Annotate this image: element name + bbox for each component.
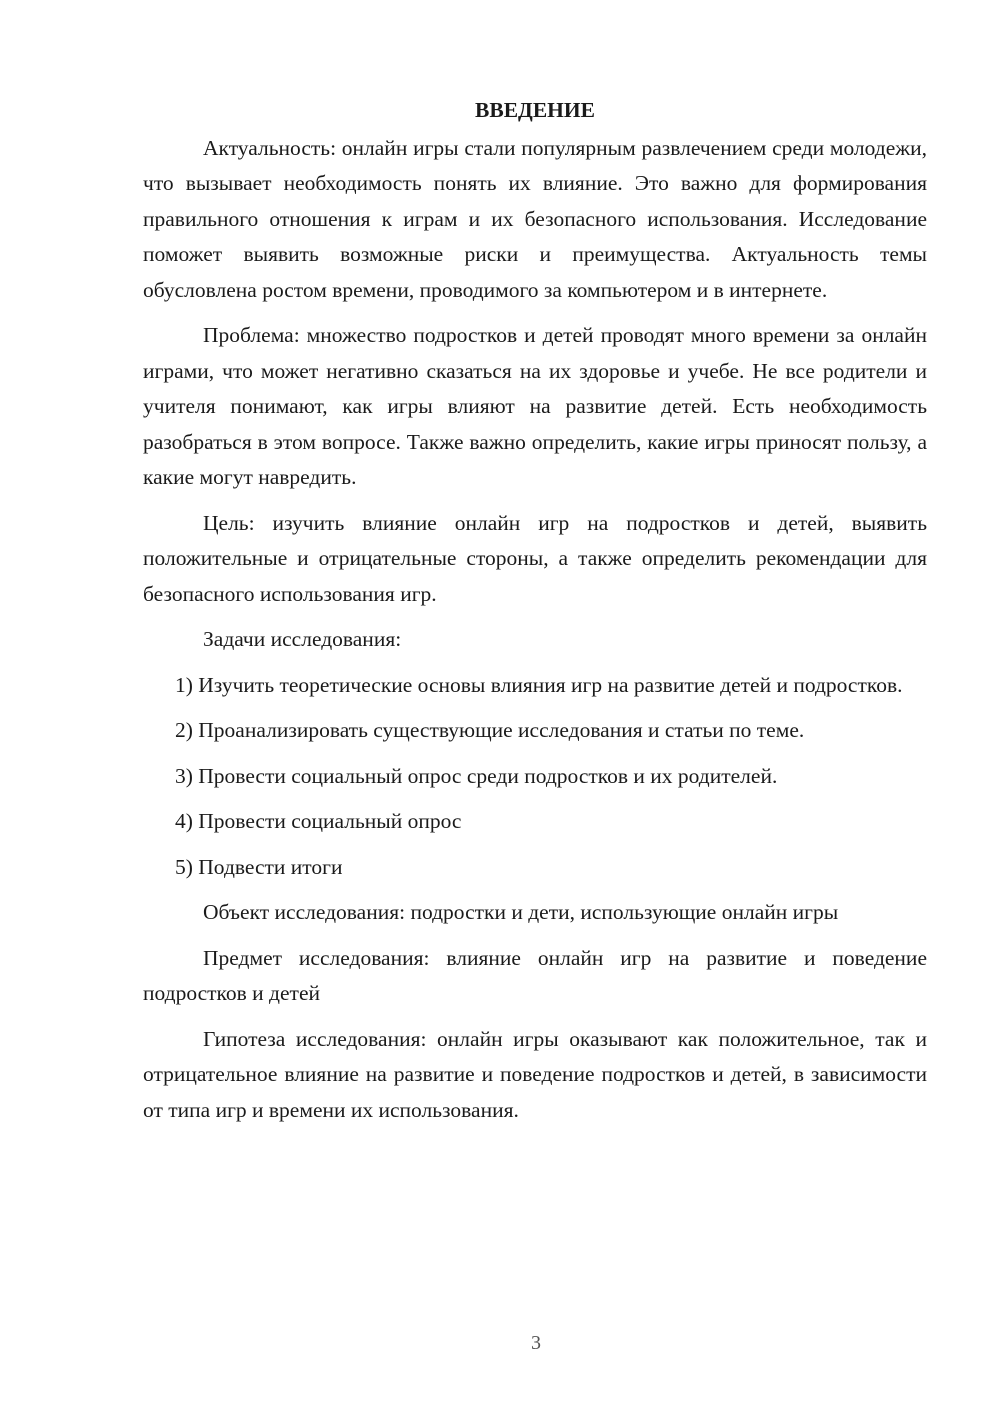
paragraph-hypothesis: Гипотеза исследования: онлайн игры оказывают как положительное, так и отрицательное влияние на развитие и поведение подростков и детей, в зависимости от типа игр и времени их использования. <box>143 1026 927 1122</box>
task-item-4: 4) Провести социальный опрос <box>175 809 462 833</box>
task-item-5: 5) Подвести итоги <box>175 854 343 879</box>
paragraph-subject: Предмет исследования: влияние онлайн игр на развитие и поведение подростков и детей <box>143 945 927 1005</box>
tasks-list <box>143 668 927 886</box>
tasks-heading: Задачи исследования: <box>203 627 402 651</box>
task-item-1: 1) Изучить теоретические основы влияния игр на развитие детей и подростков. <box>175 672 903 697</box>
paragraph-goal: Цель: изучить влияние онлайн игр на подростков и детей, выявить положительные и отрицательные стороны, а также определить рекомендации для безопасного использования игр. <box>143 510 927 606</box>
document-body <box>143 93 927 1138</box>
paragraph-problem: Проблема: множество подростков и детей проводят много времени за онлайн играми, что может негативно сказаться на их здоровье и учебе. Не все родители и учителя понимают, как игры влияют на развитие детей. Есть необходимость разобраться в этом вопросе. Также важно определить, какие игры приносят пользу, а какие могут навредить. <box>143 323 927 489</box>
task-item-3: 3) Провести социальный опрос среди подростков и их родителей. <box>175 763 778 788</box>
paragraph-object: Объект исследования: подростки и дети, использующие онлайн игры <box>203 900 839 924</box>
page-number: 3 <box>531 1332 541 1354</box>
task-item-2: 2) Проанализировать существующие исследования и статьи по теме. <box>175 718 805 742</box>
page-title: ВВЕДЕНИЕ <box>475 98 595 122</box>
paragraph-relevance: Актуальность: онлайн игры стали популярным развлечением среди молодежи, что вызывает необходимость понять их влияние. Это важно для формирования правильного отношения к играм и их безопасного использования. Исследование поможет выявить возможные риски и преимущества. Актуальность темы обусловлена ростом времени, проводимого за компьютером и в интернете. <box>143 135 927 302</box>
